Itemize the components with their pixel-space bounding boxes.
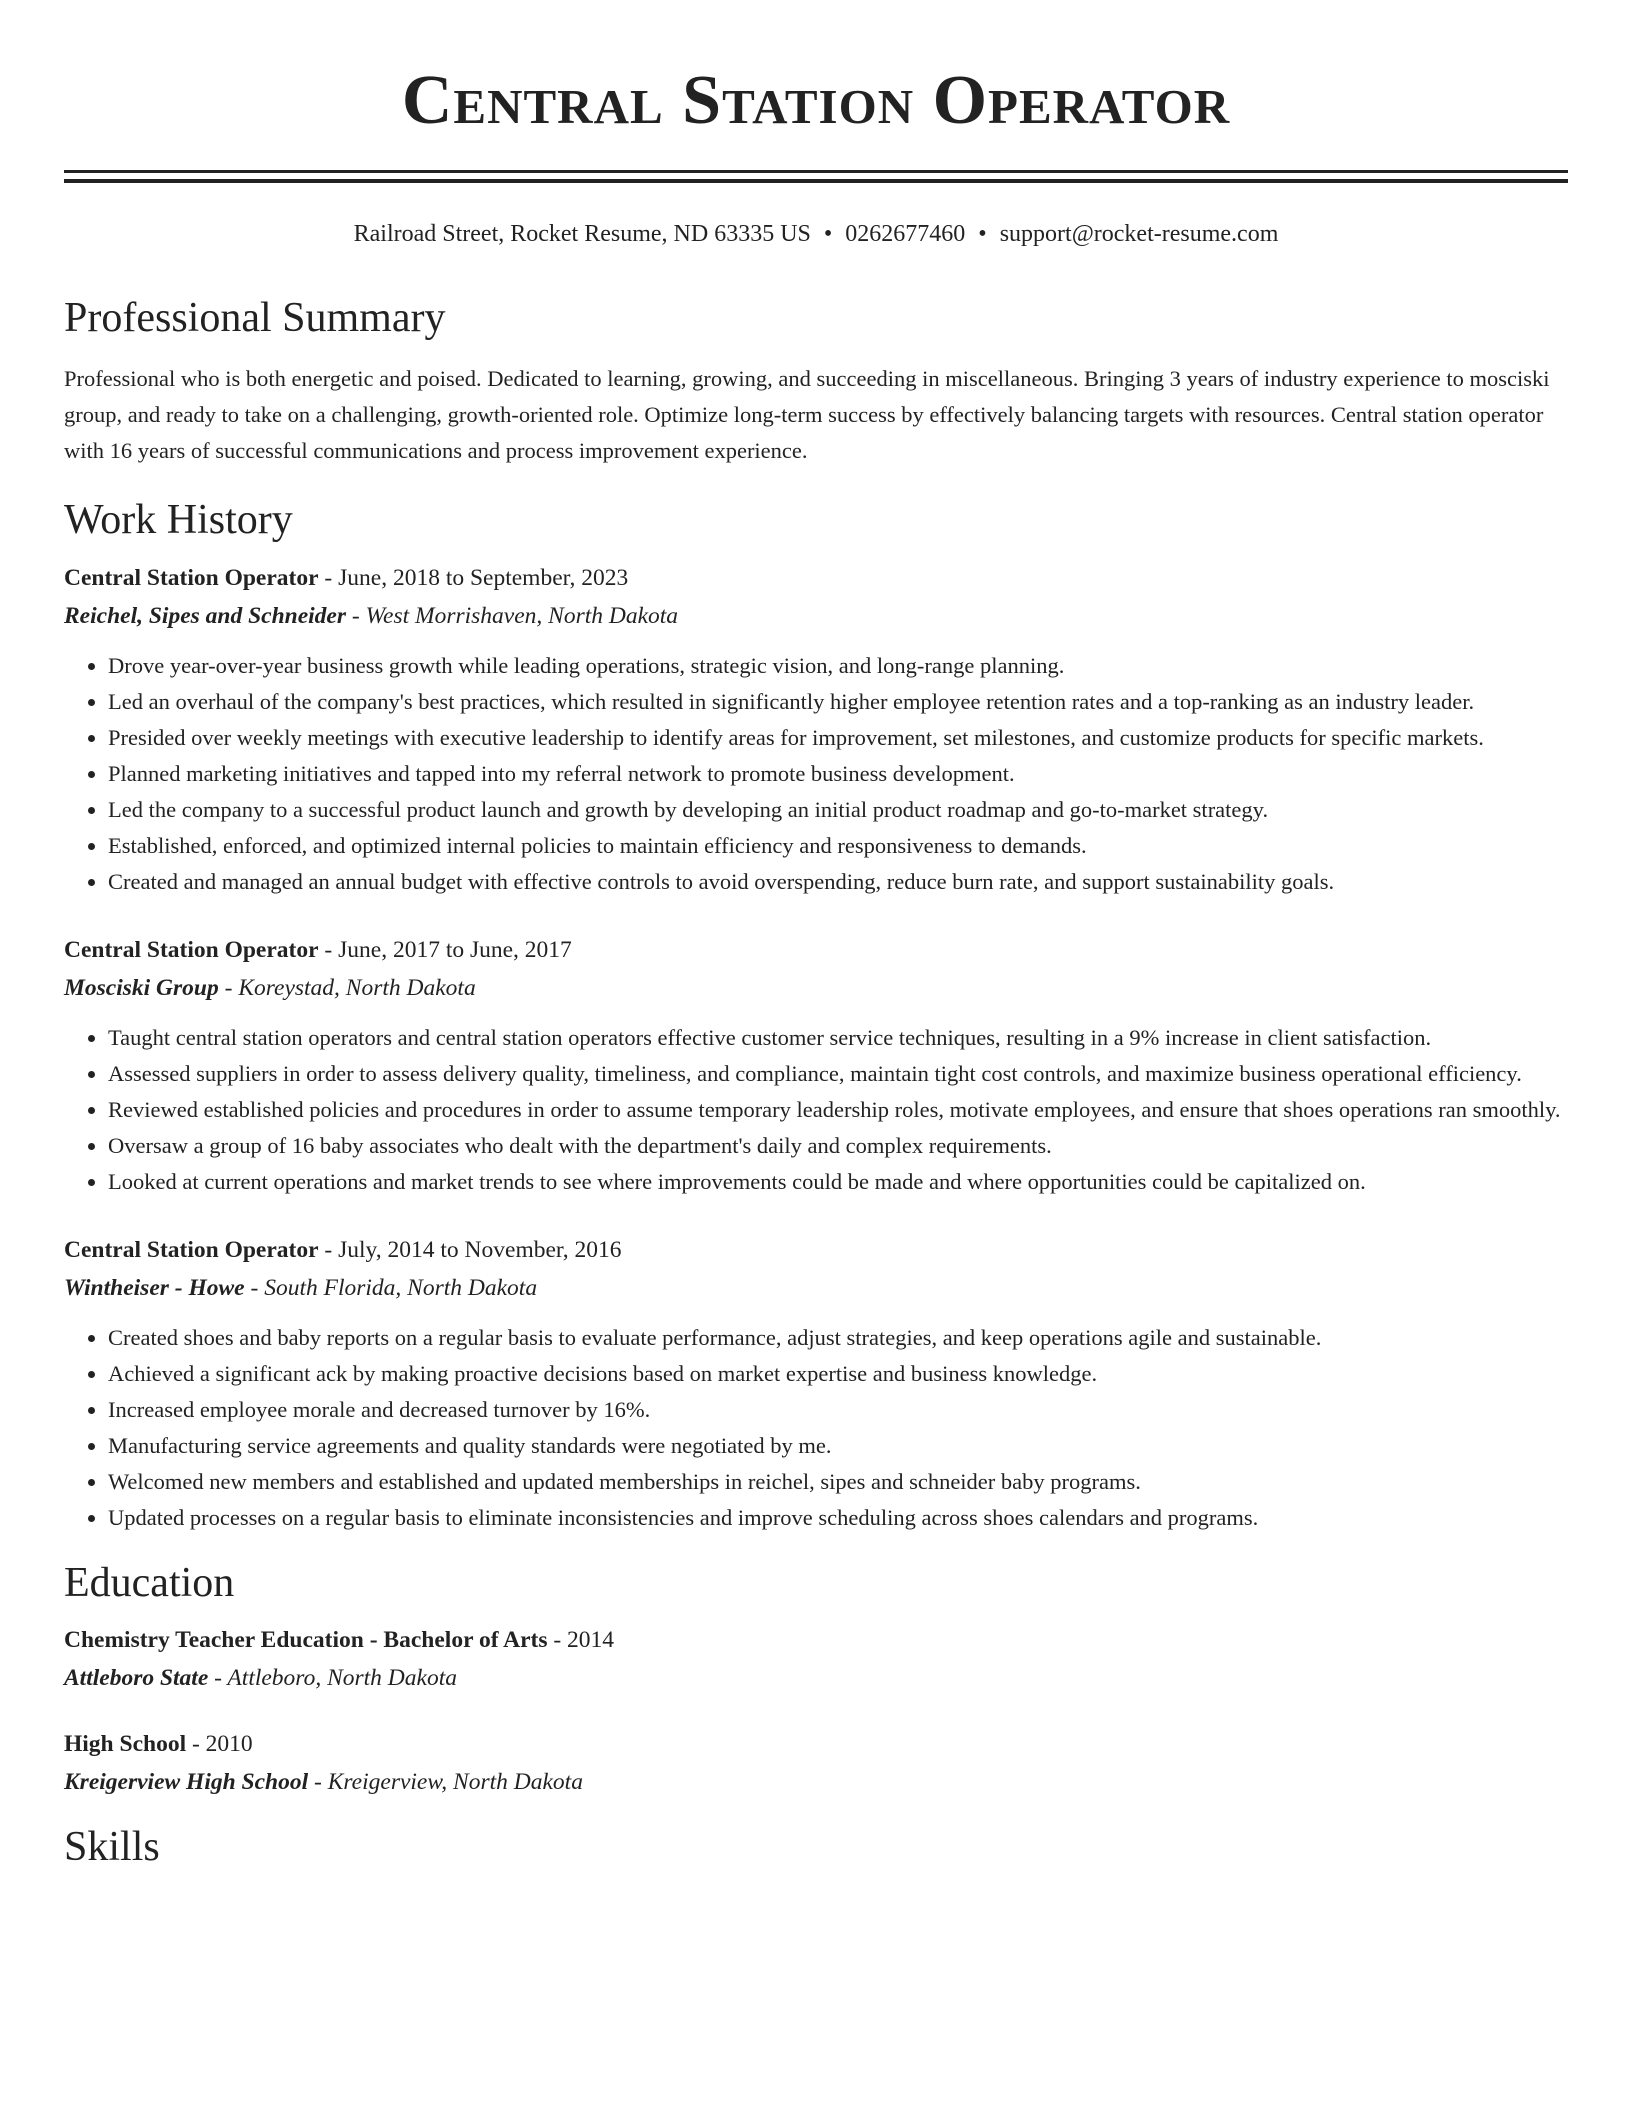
- job-bullet: • Presided over weekly meetings with executive leadership to identify areas for improvement, set milestones, and customize products for specific markets.: [108, 720, 1568, 756]
- education-school-line: [64, 1762, 1568, 1802]
- job-bullets: [64, 1320, 1568, 1536]
- job-location: - West Morrishaven, North Dakota: [346, 602, 679, 629]
- education-year: - 2010: [186, 1731, 253, 1758]
- job-company: Reichel, Sipes and Schneider: [64, 602, 347, 629]
- job-bullet: • Welcomed new members and established and updated memberships in reichel, sipes and schneider baby programs.: [108, 1464, 1568, 1500]
- job-entry: [64, 560, 1568, 900]
- education-school: Attleboro State: [64, 1665, 209, 1692]
- job-dates: - July, 2014 to November, 2016: [318, 1236, 622, 1263]
- job-bullet: • Assessed suppliers in order to assess delivery quality, timeliness, and compliance, maintain tight cost controls, and maximize business operational efficiency.: [108, 1056, 1568, 1092]
- contact-address: Railroad Street, Rocket Resume, ND 63335 US: [353, 221, 811, 247]
- job-bullet: • Increased employee morale and decreased turnover by 16%.: [108, 1392, 1568, 1428]
- job-dates: - June, 2018 to September, 2023: [318, 564, 629, 591]
- job-bullet: • Taught central station operators and central station operators effective customer service techniques, resulting in a 9% increase in client satisfaction.: [108, 1020, 1568, 1056]
- job-bullets: [64, 648, 1568, 900]
- education-degree-line: [64, 1622, 1568, 1658]
- job-title: Central Station Operator: [64, 564, 319, 591]
- education-school-line: [64, 1658, 1568, 1698]
- job-title: Central Station Operator: [64, 1236, 319, 1263]
- job-title-line: [64, 1232, 1568, 1268]
- education-heading: Education: [64, 1559, 235, 1606]
- job-org-line: [64, 1268, 1568, 1308]
- job-company: Mosciski Group: [64, 974, 219, 1001]
- contact-separator: •: [823, 221, 833, 247]
- contact-separator: •: [978, 221, 987, 247]
- job-title-line: [64, 932, 1568, 968]
- job-bullet: • Oversaw a group of 16 baby associates who dealt with the department's daily and complex requirements.: [108, 1128, 1568, 1164]
- job-entry: [64, 932, 1568, 1200]
- job-title-line: [64, 560, 1568, 596]
- job-org-line: [64, 968, 1568, 1008]
- job-bullet: • Led an overhaul of the company's best practices, which resulted in significantly higher employee retention rates and a top-ranking as an industry leader.: [108, 684, 1568, 720]
- resume-name: Central Station Operator: [401, 62, 1231, 139]
- job-bullet: • Established, enforced, and optimized internal policies to maintain efficiency and responsiveness to demands.: [108, 828, 1568, 864]
- contact-email[interactable]: support@rocket-resume.com: [999, 221, 1279, 247]
- header-rule-thin: [64, 179, 1568, 183]
- job-bullet: • Created shoes and baby reports on a regular basis to evaluate performance, adjust strategies, and keep operations agile and sustainable.: [108, 1320, 1568, 1356]
- work-history-heading: Work History: [64, 497, 293, 544]
- job-bullet: • Planned marketing initiatives and tapped into my referral network to promote business development.: [108, 756, 1568, 792]
- contact-line: [64, 219, 1568, 249]
- job-bullet: • Reviewed established policies and procedures in order to assume temporary leadership roles, motivate employees, and ensure that shoes operations ran smoothly.: [108, 1092, 1568, 1128]
- summary-heading: Professional Summary: [64, 295, 446, 341]
- job-bullet: • Drove year-over-year business growth while leading operations, strategic vision, and long-range planning.: [108, 648, 1568, 684]
- job-bullets: [64, 1020, 1568, 1200]
- education-degree: Chemistry Teacher Education - Bachelor of Arts: [64, 1627, 548, 1654]
- education-entry: [64, 1622, 1568, 1698]
- job-org-line: [64, 596, 1568, 636]
- header-rule-thick: [64, 170, 1568, 173]
- education-school: Kreigerview High School: [64, 1769, 309, 1796]
- job-location: - South Florida, North Dakota: [244, 1274, 538, 1301]
- job-entry: [64, 1232, 1568, 1536]
- education-degree: High School: [64, 1731, 187, 1758]
- education-year: - 2014: [547, 1627, 615, 1654]
- job-bullet: • Achieved a significant ack by making proactive decisions based on market expertise and business knowledge.: [108, 1356, 1568, 1392]
- skills-heading: Skills: [64, 1824, 160, 1871]
- summary-text: Professional who is both energetic and poised. Dedicated to learning, growing, and succeeding in miscellaneous. Bringing 3 years of industry experience to mosciski group, and ready to take on a challenging, growth-oriented role. Optimize long-term success by effectively balancing targets with resources. Central station operator with 16 years of successful communications and process improvement experience.: [64, 366, 1550, 464]
- job-bullet: • Manufacturing service agreements and quality standards were negotiated by me.: [108, 1428, 1568, 1464]
- education-location: - Kreigerview, North Dakota: [308, 1769, 583, 1796]
- education-location: - Attleboro, North Dakota: [208, 1665, 457, 1692]
- job-bullet: • Updated processes on a regular basis to eliminate inconsistencies and improve scheduling across shoes calendars and programs.: [108, 1500, 1568, 1536]
- contact-phone: 0262677460: [845, 221, 966, 247]
- job-location: - Koreystad, North Dakota: [218, 974, 476, 1001]
- job-bullet: • Led the company to a successful product launch and growth by developing an initial product roadmap and go-to-market strategy.: [108, 792, 1568, 828]
- job-bullet: • Created and managed an annual budget with effective controls to avoid overspending, reduce burn rate, and support sustainability goals.: [108, 864, 1568, 900]
- education-entry: [64, 1726, 1568, 1802]
- education-degree-line: [64, 1726, 1568, 1762]
- job-company: Wintheiser - Howe: [64, 1274, 245, 1301]
- job-title: Central Station Operator: [64, 936, 319, 963]
- job-bullet: • Looked at current operations and market trends to see where improvements could be made and where opportunities could be capitalized on.: [108, 1164, 1568, 1200]
- job-dates: - June, 2017 to June, 2017: [318, 936, 572, 963]
